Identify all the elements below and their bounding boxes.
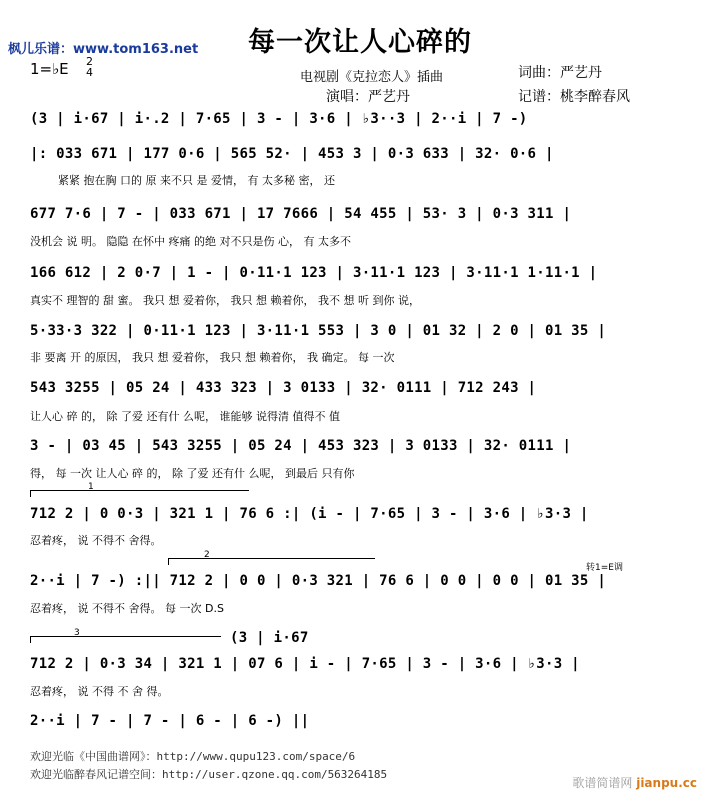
volta-number-3: 3: [74, 628, 80, 638]
watermark-brand: jianpu.cc: [636, 776, 697, 790]
singer-credit: 演唱：严艺丹: [326, 89, 410, 105]
score-system-3: 677 7·6 | 7 - | 033 671 | 17 7666 | 54 455 | 53· 3 | 0·3 311 |: [30, 206, 572, 222]
transcriber-credit: 记谱：桃李醉春风: [518, 89, 630, 105]
site-label: 枫儿乐谱：www.tom163.net: [8, 42, 199, 57]
watermark-prefix: 歌谱简谱网: [572, 776, 633, 790]
score-system-4: 166 612 | 2 0·7 | 1 - | 0·11·1 123 | 3·11·1 123 | 3·11·1 1·11·1 |: [30, 265, 598, 281]
subtitle: 电视剧《克拉恋人》插曲: [300, 70, 444, 85]
score-system-9: 2··i | 7 -) :|| 712 2 | 0 0 | 0·3 321 | 76 6 | 0 0 | 0 0 | 01 35 |: [30, 573, 607, 589]
lyrics-line-4: 真实不 理智的 甜 蜜。 我只 想 爱着你， 我只 想 赖着你， 我不 想 听 到你 说，: [30, 294, 420, 307]
lyrics-line-3: 没机会 说 明。 隐隐 在怀中 疼痛 的绝 对不只是伤 心， 有 太多不: [30, 235, 351, 248]
volta-bracket-1: [30, 490, 249, 497]
volta-bracket-3: [30, 636, 221, 643]
lyrics-line-7: 得， 每 一次 让人心 碎 的， 除 了爱 还有什 么呢， 到最后 只有你: [30, 467, 355, 480]
footer-link-2: 欢迎光临醉春风记谱空间：http://user.qzone.qq.com/563264185: [30, 768, 388, 781]
lyrics-line-2: 紧紧 抱在胸 口的 原 来不只 是 爱情， 有 太多秘 密， 还: [58, 174, 335, 187]
watermark: [572, 774, 697, 791]
score-system-5: 5·33·3 322 | 0·11·1 123 | 3·11·1 553 | 3 0 | 01 32 | 2 0 | 01 35 |: [30, 323, 607, 339]
score-system-1: (3 | i·67 | i·.2 | 7·65 | 3 - | 3·6 | ♭3··3 | 2··i | 7 -): [30, 111, 528, 127]
volta-number-1: 1: [88, 482, 94, 492]
page-title: 每一次让人心碎的: [248, 27, 472, 58]
score-system-8: 712 2 | 0 0·3 | 321 1 | 76 6 :| (i - | 7·65 | 3 - | 3·6 | ♭3·3 |: [30, 506, 589, 522]
key-signature: 1=♭E: [30, 60, 69, 78]
volta-bracket-2: [168, 558, 375, 565]
interlude-pickup: (3 | i·67: [230, 630, 309, 646]
lyrics-line-5: 非 要离 开 的原因， 我只 想 爱着你， 我只 想 赖着你， 我 确定。 每 一次: [30, 351, 395, 364]
lyricist-credit: 词曲：严艺丹: [518, 65, 602, 81]
key-change-mark: 转1=E调: [586, 563, 623, 573]
lyrics-line-10: 忍着疼， 说 不得 不 舍 得。: [30, 685, 169, 698]
lyrics-line-8: 忍着疼， 说 不得不 舍得。: [30, 534, 162, 547]
time-signature-bottom: 4: [86, 66, 93, 79]
score-system-10: 712 2 | 0·3 34 | 321 1 | 07 6 | i - | 7·65 | 3 - | 3·6 | ♭3·3 |: [30, 656, 580, 672]
score-system-2: |: 033 671 | 177 0·6 | 565 52· | 453 3 | 0·3 633 | 32· 0·6 |: [30, 146, 554, 162]
time-signature: [86, 56, 93, 78]
footer-link-1: 欢迎光临《中国曲谱网》：http://www.qupu123.com/space/6: [30, 750, 356, 763]
score-system-7: 3 - | 03 45 | 543 3255 | 05 24 | 453 323 | 3 0133 | 32· 0111 |: [30, 438, 572, 454]
lyrics-line-9: 忍着疼， 说 不得不 舍得。 每 一次 D.S: [30, 602, 224, 615]
volta-number-2: 2: [204, 550, 210, 560]
lyrics-line-6: 让人心 碎 的， 除 了爱 还有什 么呢， 谁能够 说得清 值得不 值: [30, 410, 340, 423]
score-system-11: 2··i | 7 - | 7 - | 6 - | 6 -) ||: [30, 713, 310, 729]
score-system-6: 543 3255 | 05 24 | 433 323 | 3 0133 | 32· 0111 | 712 243 |: [30, 380, 537, 396]
time-signature-top: 2: [86, 55, 93, 68]
